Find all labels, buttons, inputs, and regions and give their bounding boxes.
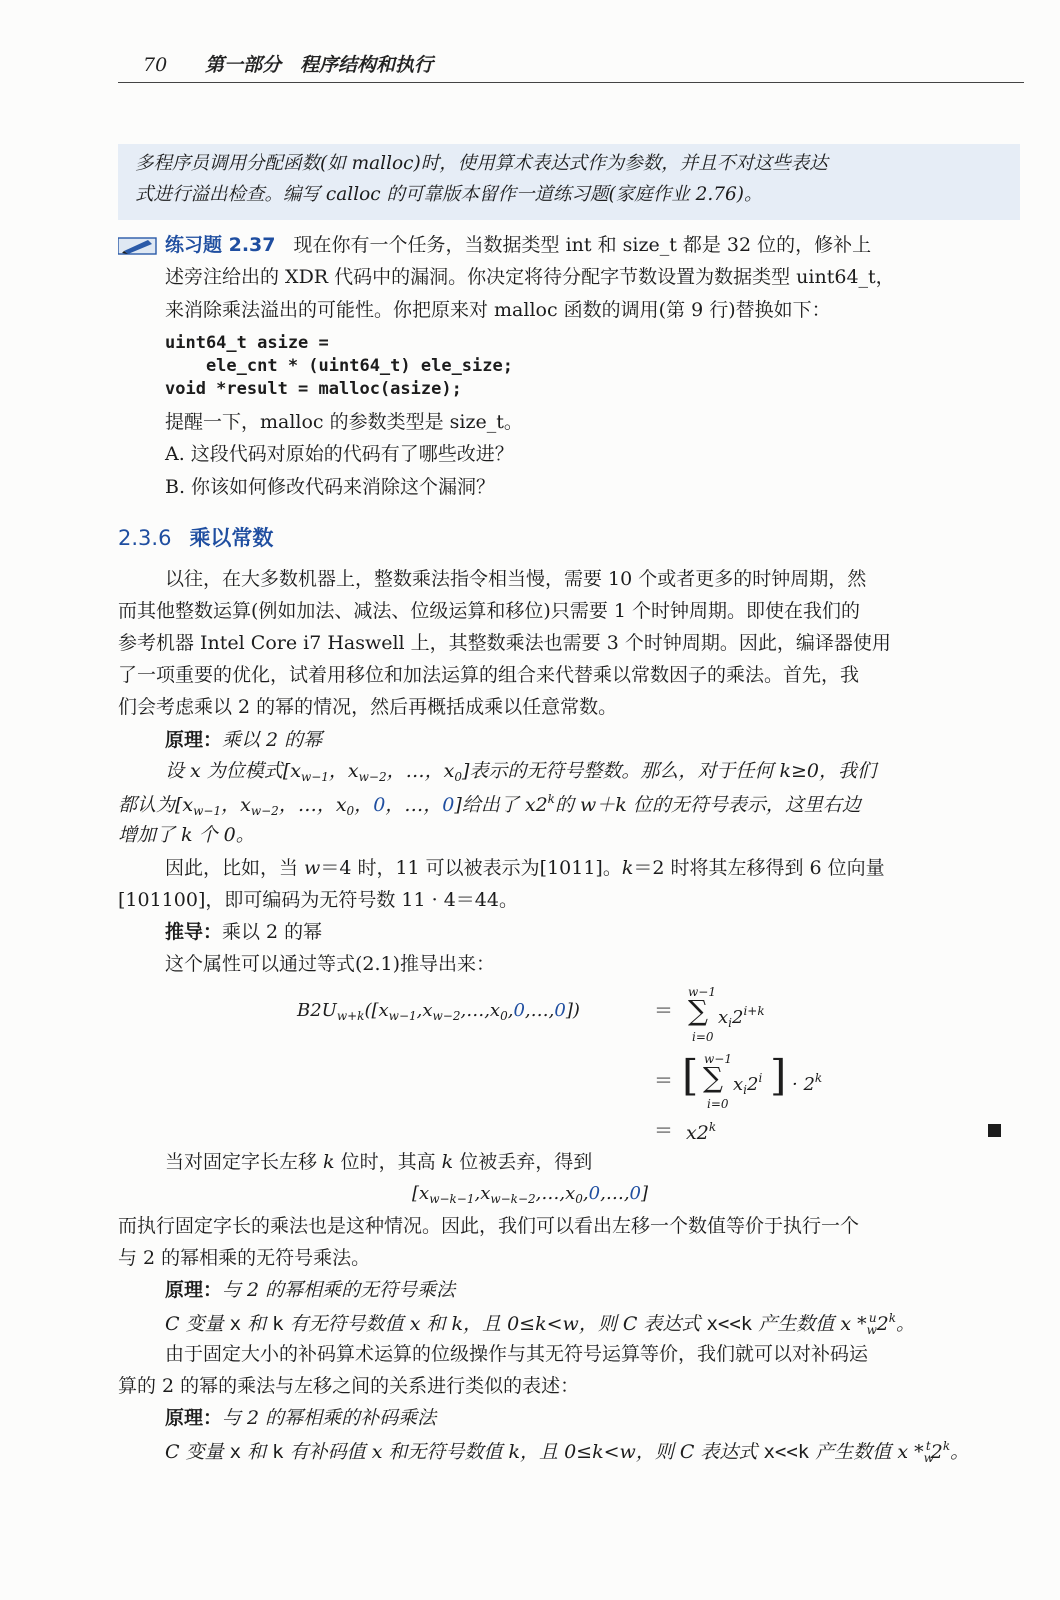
principle3-line: C 变量 x 和 k 有补码值 x 和无符号数值 k，且 0≤k<w，则 C 表达式 x<<k 产生数值 x $*_w^t2^k$。 (165, 1439, 970, 1465)
truncated-vector: $[x_{w-k-1},x_{w-k-2},\dots,x_0,0,\dots,0]$ (412, 1183, 649, 1206)
principle-heading-1: 原理：乘以 2 的幂 (165, 729, 323, 751)
code-line-2: ele_cnt * (uint64_t) ele_size; (165, 356, 513, 376)
book-page: 70 第一部分 程序结构和执行 多程序员调用分配函数(如 malloc)时，使用算术表达式作为参数，并且不对这些表达 式进行溢出检查。编写 calloc 的可靠版本留作一道练习题(家庭作业 2.76)。 练习题 2.37 现在你有一个任务，当数据类型 int 和 size_t 都是 32 位的，修补上 述旁注给出的 XDR 代码中的漏洞。你决定将待分配字节数设置为数据类型 uint64_t， 来消除乘法溢出的可能性。你把原来对 malloc 函数的调用(第 9 行)替换如下： uint64_t asize = ele_cnt * (uint64_t) ele_size; void *result = malloc(asize); 提醒一下，malloc 的参数类型是 size_t。 A. 这段代码对原始的代码有了哪些改进？ B. 你该如何修改代码来消除这个漏洞？ 2.3.6 乘以常数 以往，在大多数机器上，整数乘法指令相当慢，需要 10 个或者更多的时钟周期，然 而其他整数运算(例如加法、减法、位级运算和移位)只需要 1 个时钟周期。即使在我们的 参考机器 Intel Core i7 Haswell 上，其整数乘法也需要 3 个时钟周期。因此，编译器使用 了一项重要的优化，试着用移位和加法运算的组合来代替乘以常数因子的乘法。首先，我 们会考虑乘以 2 的幂的情况，然后再概括成乘以任意常数。 原理：乘以 2 的幂 设 x 为位模式[$x_{w-1}$，$x_{w-2}$，…，$x_0$]表示的无符号整数。那么，对于任何 k≥0，我们 都认为[$x_{w-1}$，$x_{w-2}$，…，$x_0$，0，…，0]给出了 x2$^k$的 w＋k 位的无符号表示，这里右边 增加了 k 个 0。 因此，比如，当 w＝4 时，11 可以被表示为[1011]。k＝2 时将其左移得到 6 位向量 [101100]，即可编码为无符号数 11 · 4＝44。 推导：乘以 2 的幂 这个属性可以通过等式(2.1)推导出来： $B2U_{w+k}([x_{w-1},x_{w-2},\dots,x_0,0,\dots,0])$ ＝ w−1 ∑ i=0 $x_i2^{i+k}$ ＝ [ w−1 ∑ i=0 $x_i2^i$ ] · $2^k$ ＝ x2$^k$ 当对固定字长左移 k 位时，其高 k 位被丢弃，得到 $[x_{w-k-1},x_{w-k-2},\dots,x_0,0,\dots,0]$ 而执行固定字长的乘法也是这种情况。因此，我们可以看出左移一个数值等价于执行一个 与 2 的幂相乘的无符号乘法。 原理：与 2 的幂相乘的无符号乘法 C 变量 x 和 k 有无符号数值 x 和 k，且 0≤k<w，则 C 表达式 x<<k 产生数值 x $*_w^u2^k$。 由于固定大小的补码算术运算的位级操作与其无符号运算等价，我们就可以对补码运 算的 2 的幂的乘法与左移之间的关系进行类似的表述： 原理：与 2 的幂相乘的补码乘法 C 变量 x 和 k 有补码值 x 和无符号数值 k，且 0≤k<w，则 C 表达式 x<<k 产生数值 x $*_w^t2^k$。 (0, 0, 1060, 1600)
para1-line-4: 了一项重要的优化，试着用移位和加法运算的组合来代替乘以常数因子的乘法。首先，我 (118, 664, 860, 686)
part-title: 第一部分 程序结构和执行 (205, 54, 434, 76)
exercise-question-a: A. 这段代码对原始的代码有了哪些改进？ (165, 443, 514, 465)
section-heading (118, 526, 273, 551)
equation-rhs-1: $x_i2^{i+k}$ (718, 1004, 765, 1030)
para1-line-5: 们会考虑乘以 2 的幂的情况，然后再概括成乘以任意常数。 (118, 696, 618, 718)
principle-heading-3: 原理：与 2 的幂相乘的补码乘法 (165, 1407, 437, 1429)
para1-line-3: 参考机器 Intel Core i7 Haswell 上，其整数乘法也需要 3 个时钟周期。因此，编译器使用 (118, 632, 891, 654)
exercise-label: 练习题 2.37 (165, 234, 276, 256)
exercise-line-2: 述旁注给出的 XDR 代码中的漏洞。你决定将待分配字节数设置为数据类型 uint64_t， (165, 266, 895, 288)
equation-rhs-3: x2$^k$ (686, 1120, 717, 1144)
section-number: 2.3.6 (118, 526, 172, 550)
section-title: 乘以常数 (189, 526, 274, 550)
exercise-question-b: B. 你该如何修改代码来消除这个漏洞？ (165, 476, 496, 498)
principle1-line-2: 都认为[$x_{w-1}$，$x_{w-2}$，…，$x_0$，0，…，0]给出了 x2$^k$的 w＋k 位的无符号表示，这里右边 (118, 792, 861, 818)
exercise-line-3: 来消除乘法溢出的可能性。你把原来对 malloc 函数的调用(第 9 行)替换如下： (165, 299, 831, 321)
header-rule (118, 82, 1024, 83)
para2-line-2: [101100]，即可编码为无符号数 11 · 4＝44。 (118, 889, 518, 911)
principle2-line: C 变量 x 和 k 有无符号数值 x 和 k，且 0≤k<w，则 C 表达式 x<<k 产生数值 x $*_w^u2^k$。 (165, 1311, 916, 1337)
principle-heading-2: 原理：与 2 的幂相乘的无符号乘法 (165, 1279, 456, 1301)
para3-line-2: 与 2 的幂相乘的无符号乘法。 (118, 1247, 371, 1269)
exercise-line-1: 练习题 2.37 现在你有一个任务，当数据类型 int 和 size_t 都是 32 位的，修补上 (165, 234, 872, 256)
derivation-heading: 推导：乘以 2 的幂 (165, 921, 323, 943)
para2-line-1: 因此，比如，当 w＝4 时，11 可以被表示为[1011]。k＝2 时将其左移得到 6 位向量 (165, 857, 885, 879)
principle1-line-1: 设 x 为位模式[$x_{w-1}$，$x_{w-2}$，…，$x_0$]表示的无符号整数。那么，对于任何 k≥0，我们 (165, 760, 876, 784)
equation-lhs: $B2U_{w+k}([x_{w-1},x_{w-2},\dots,x_0,0,\dots,0])$ (297, 1000, 580, 1023)
shift-line: 当对固定字长左移 k 位时，其高 k 位被丢弃，得到 (165, 1151, 593, 1173)
para1-line-2: 而其他整数运算(例如加法、减法、位级运算和移位)只需要 1 个时钟周期。即使在我们的 (118, 600, 860, 622)
note-line-1: 多程序员调用分配函数(如 malloc)时，使用算术表达式作为参数，并且不对这些表达 (135, 153, 828, 174)
running-header (143, 50, 433, 77)
para1-line-1: 以往，在大多数机器上，整数乘法指令相当慢，需要 10 个或者更多的时钟周期，然 (165, 568, 867, 590)
page-number: 70 (143, 54, 168, 76)
code-line-1: uint64_t asize = (165, 333, 329, 353)
exercise-reminder: 提醒一下，malloc 的参数类型是 size_t。 (165, 411, 523, 433)
para4-line-1: 由于固定大小的补码算术运算的位级操作与其无符号运算等价，我们就可以对补码运 (165, 1343, 869, 1365)
note-line-2: 式进行溢出检查。编写 calloc 的可靠版本留作一道练习题(家庭作业 2.76)。 (135, 184, 763, 205)
equation-rhs-2: $x_i2^i$ (733, 1071, 763, 1097)
exercise-pencil-icon (118, 236, 158, 256)
para4-line-2: 算的 2 的幂的乘法与左移之间的关系进行类似的表述： (118, 1375, 580, 1397)
para3-line-1: 而执行固定字长的乘法也是这种情况。因此，我们可以看出左移一个数值等价于执行一个 (118, 1215, 860, 1237)
derivation-intro: 这个属性可以通过等式(2.1)推导出来： (165, 953, 496, 975)
sidebar-note-box (118, 144, 1020, 220)
principle1-line-3: 增加了 k 个 0。 (118, 824, 255, 846)
qed-square-icon (988, 1124, 1001, 1137)
code-line-3: void *result = malloc(asize); (165, 379, 462, 399)
